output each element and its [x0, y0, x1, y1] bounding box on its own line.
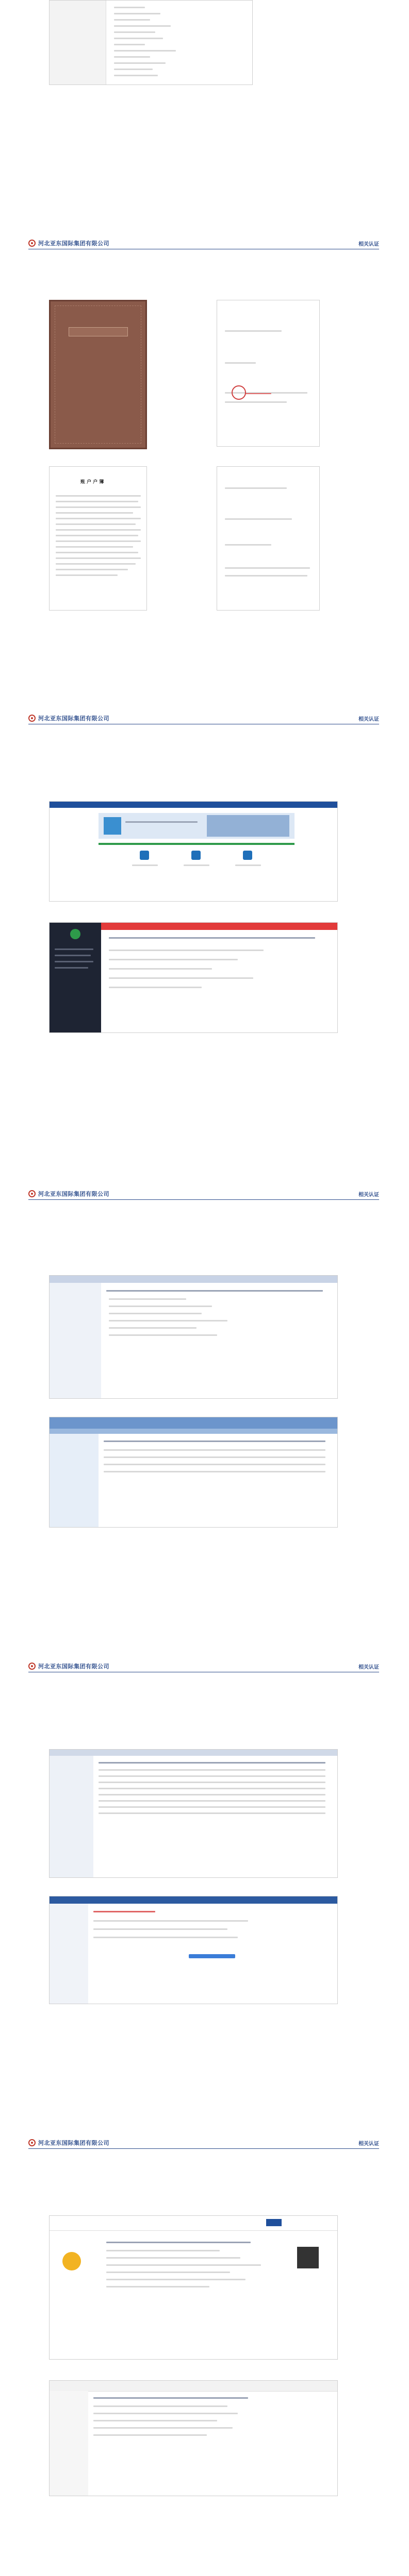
section-title: 相关认证 [358, 717, 379, 722]
company-logo-icon [28, 1190, 36, 1197]
page-header [28, 1187, 379, 1200]
step-icon-2 [191, 851, 201, 860]
portal-form-screenshot [49, 1275, 338, 1399]
page-header [28, 711, 379, 724]
company-badge-icon [62, 2252, 81, 2270]
customs-system-screenshot [49, 1417, 338, 1528]
page-header [28, 1659, 379, 1672]
details-form-page [217, 466, 320, 611]
form-left-column [50, 1, 106, 85]
company-name: 河北亚东国际集团有限公司 [38, 1663, 109, 1670]
section-title: 相关认证 [358, 1665, 379, 1670]
brand [28, 1190, 109, 1198]
trade-platform-screenshot [49, 2380, 338, 2496]
qr-code-icon [297, 2247, 319, 2268]
brand [28, 1662, 109, 1670]
company-logo-icon [28, 715, 36, 722]
submit-button [189, 1954, 235, 1958]
company-logo-icon [28, 240, 36, 247]
registry-table-screenshot [49, 1749, 338, 1878]
account-book-title: 账 户 户 簿 [80, 480, 104, 485]
page-header [28, 236, 379, 249]
company-logo-icon [28, 2139, 36, 2146]
notes-page [217, 300, 320, 447]
red-stamp [232, 385, 246, 400]
brand [28, 2139, 109, 2147]
brand [28, 239, 109, 247]
registration-progress-screenshot [49, 801, 338, 902]
admin-sidebar [50, 923, 101, 1033]
company-name: 河北亚东国际集团有限公司 [38, 715, 109, 722]
account-table-page [49, 466, 147, 611]
section-title: 相关认证 [358, 2141, 379, 2147]
step-icon-3 [243, 851, 252, 860]
credit-info-screenshot [49, 2215, 338, 2360]
account-book-cover [49, 300, 147, 449]
qr-code-icon [104, 817, 121, 835]
section-title: 相关认证 [358, 242, 379, 247]
section-title: 相关认证 [358, 1192, 379, 1198]
step-icon-1 [140, 851, 149, 860]
company-name: 河北亚东国际集团有限公司 [38, 2140, 109, 2146]
declaration-form-screenshot [49, 1896, 338, 2004]
brand [28, 714, 109, 722]
company-name: 河北亚东国际集团有限公司 [38, 240, 109, 247]
company-logo-icon [28, 1663, 36, 1670]
company-name: 河北亚东国际集团有限公司 [38, 1191, 109, 1197]
top-form-screenshot [49, 0, 253, 85]
page-header [28, 2136, 379, 2149]
admin-system-screenshot [49, 922, 338, 1033]
